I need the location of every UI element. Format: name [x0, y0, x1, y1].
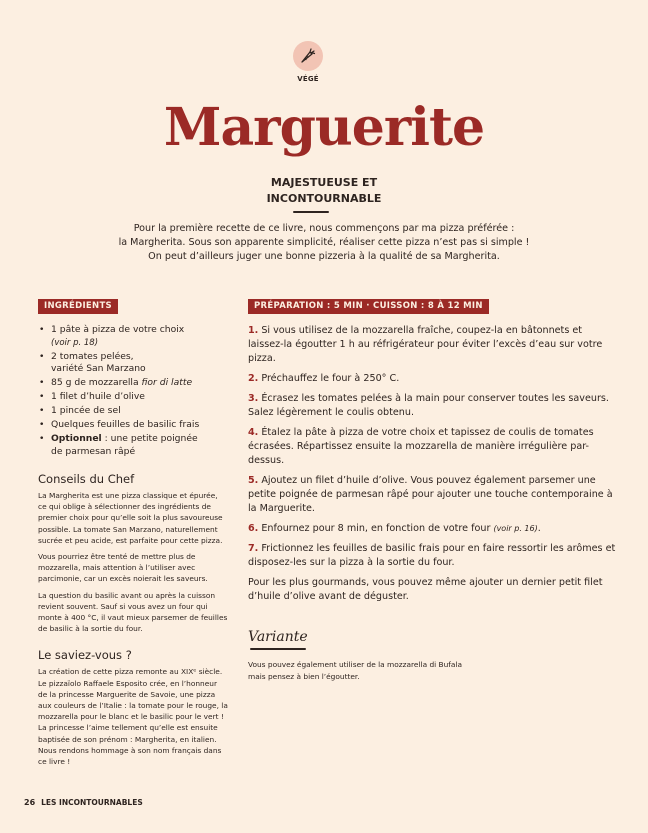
ingredient-item [38, 405, 228, 418]
ingredient-text: variété San Marzano [51, 363, 146, 374]
step-number: 7. [248, 543, 259, 554]
closing-note: Pour les plus gourmands, vous pouvez même ajouter un dernier petit filet d’huile d’olive avant de déguster. [248, 577, 603, 602]
conseils-paragraph: Vous pourriez être tenté de mettre plus de mozzarella, mais attention à l’utiliser avec parcimonie, car un excès noierait les saveurs. [38, 552, 208, 584]
step-text: Frictionnez les feuilles de basilic frais pour en faire ressortir les arômes et disposez-les sur la pizza à la sortie du four. [248, 543, 616, 568]
page-footer [24, 798, 143, 807]
ingredient-item [38, 377, 228, 390]
right-column [248, 293, 618, 682]
left-column [38, 293, 228, 772]
intro-line-2: la Margherita. Sous son apparente simplicité, réaliser cette pizza n’est pas si simple ! [118, 237, 530, 248]
ingredient-note: (voir p. 18) [51, 337, 99, 348]
intro-line-1: Pour la première recette de ce livre, nous commençons par ma pizza préférée : [133, 223, 515, 234]
step-text: Ajoutez un filet d’huile d’olive. Vous pouvez également parsemer une petite poignée de parmesan râpé pour ajouter une touche contemporaine à la Marguerite. [248, 475, 613, 514]
ingredient-italic: fior di latte [141, 377, 193, 388]
step-text: Si vous utilisez de la mozzarella fraîche, coupez-la en bâtonnets et laissez-la égoutter 1 h au réfrigérateur pour éviter l’excès d’eau sur votre pizza. [248, 325, 603, 364]
ingredient-item [38, 324, 228, 349]
step-number: 4. [248, 427, 259, 438]
ingredient-text: 1 filet d’huile d’olive [51, 391, 145, 402]
steps-list [248, 324, 618, 604]
ingredient-text: 85 g de mozzarella [51, 377, 142, 388]
variante-line-2: mais pensez à bien l’égoutter. [248, 671, 360, 681]
step-number: 1. [248, 325, 259, 336]
step-number: 5. [248, 475, 259, 486]
ingredient-item [38, 433, 228, 458]
variante-text [248, 659, 618, 682]
variante-line-1: Vous pouvez également utiliser de la mozzarella di Bufala [248, 660, 463, 669]
variante-divider [250, 648, 306, 650]
step-item [248, 324, 618, 366]
ingredient-text: 1 pincée de sel [51, 405, 121, 416]
step-text: . [537, 523, 541, 534]
ingredients-list [38, 324, 228, 458]
preparation-header: PRÉPARATION : 5 MIN · CUISSON : 8 À 12 MIN [248, 299, 489, 314]
badge-circle [293, 41, 323, 71]
ingredient-item [38, 391, 228, 404]
step-item [248, 522, 618, 536]
saviez-vous-title: Le saviez-vous ? [38, 648, 132, 663]
ingredient-text: : une petite poignée [101, 433, 198, 444]
saviez-vous-paragraph: La création de cette pizza remonte au XIXᵉ siècle. Le pizzaïolo Raffaele Esposito crée, en l’honneur de la princesse Marguerite de Savoie, une pizza aux couleurs de l’Italie : la tomate pour le rouge, la mozzarella pour le blanc et le basilic pour le vert ! La princesse l’aime tellement qu’elle est ensuite baptisée de son prénom : Margherita, en italien. Nous rendons hommage à son nom français dans ce livre ! [38, 667, 228, 767]
carrot-icon [299, 47, 317, 65]
step-item [248, 474, 618, 516]
intro-paragraph [90, 222, 558, 264]
ingredient-text: 2 tomates pelées, [51, 350, 134, 362]
step-text: Enfournez pour 8 min, en fonction de votre four [261, 523, 494, 534]
step-text: Étalez la pâte à pizza de votre choix et tapissez de coulis de tomates écrasées. Répartissez ensuite la mozzarella de manière irrégulière par-dessus. [248, 427, 594, 466]
step-text: Préchauffez le four à 250° C. [261, 373, 400, 384]
conseils-title: Conseils du Chef [38, 472, 135, 486]
step-text: Écrasez les tomates pelées à la main pour conserver toutes les saveurs. Salez légèrement le coulis obtenu. [248, 393, 609, 418]
step-item [248, 542, 618, 570]
step-number: 6. [248, 523, 259, 534]
ingredient-text: Quelques feuilles de basilic frais [51, 419, 200, 430]
vege-badge [292, 41, 324, 83]
ingredient-item [38, 419, 228, 432]
recipe-subtitle [0, 175, 648, 207]
variante-title: Variante [248, 629, 308, 645]
step-page-ref: (voir p. 16) [493, 524, 538, 533]
conseils-paragraph: La Margherita est une pizza classique et épurée, ce qui oblige à sélectionner des ingrédients de premier choix pour qu’elle soit la plus savoureuse possible. La tomate San Marzano, naturellement sucrée et peu acide, est parfaite pour cette pizza. [38, 491, 223, 545]
step-item [248, 392, 618, 420]
step-number: 3. [248, 393, 259, 404]
ingredient-text: de parmesan râpé [51, 445, 136, 457]
badge-label: VÉGÉ [297, 75, 319, 83]
ingredient-bold: Optionnel [51, 433, 102, 444]
ingredient-item [38, 351, 228, 376]
step-number: 2. [248, 373, 259, 384]
ingredients-header: INGRÉDIENTS [38, 299, 118, 314]
page-number: 26 [24, 798, 36, 807]
subtitle-line-2: INCONTOURNABLE [266, 192, 382, 205]
conseils-paragraph: La question du basilic avant ou après la cuisson revient souvent. Sauf si vous avez un four qui monte à 400 °C, il vaut mieux parsemer de feuilles de basilic à la sortie du four. [38, 590, 228, 634]
subtitle-line-1: MAJESTUEUSE ET [270, 176, 378, 189]
subtitle-divider [293, 211, 329, 213]
step-item [248, 372, 618, 386]
intro-line-3: On peut d’ailleurs juger une bonne pizzeria à la qualité de sa Margherita. [148, 251, 500, 262]
footer-section: LES INCONTOURNABLES [41, 798, 143, 807]
recipe-title: Marguerite [163, 97, 485, 158]
ingredient-text: 1 pâte à pizza de votre choix [51, 324, 185, 335]
step-item [248, 426, 618, 468]
